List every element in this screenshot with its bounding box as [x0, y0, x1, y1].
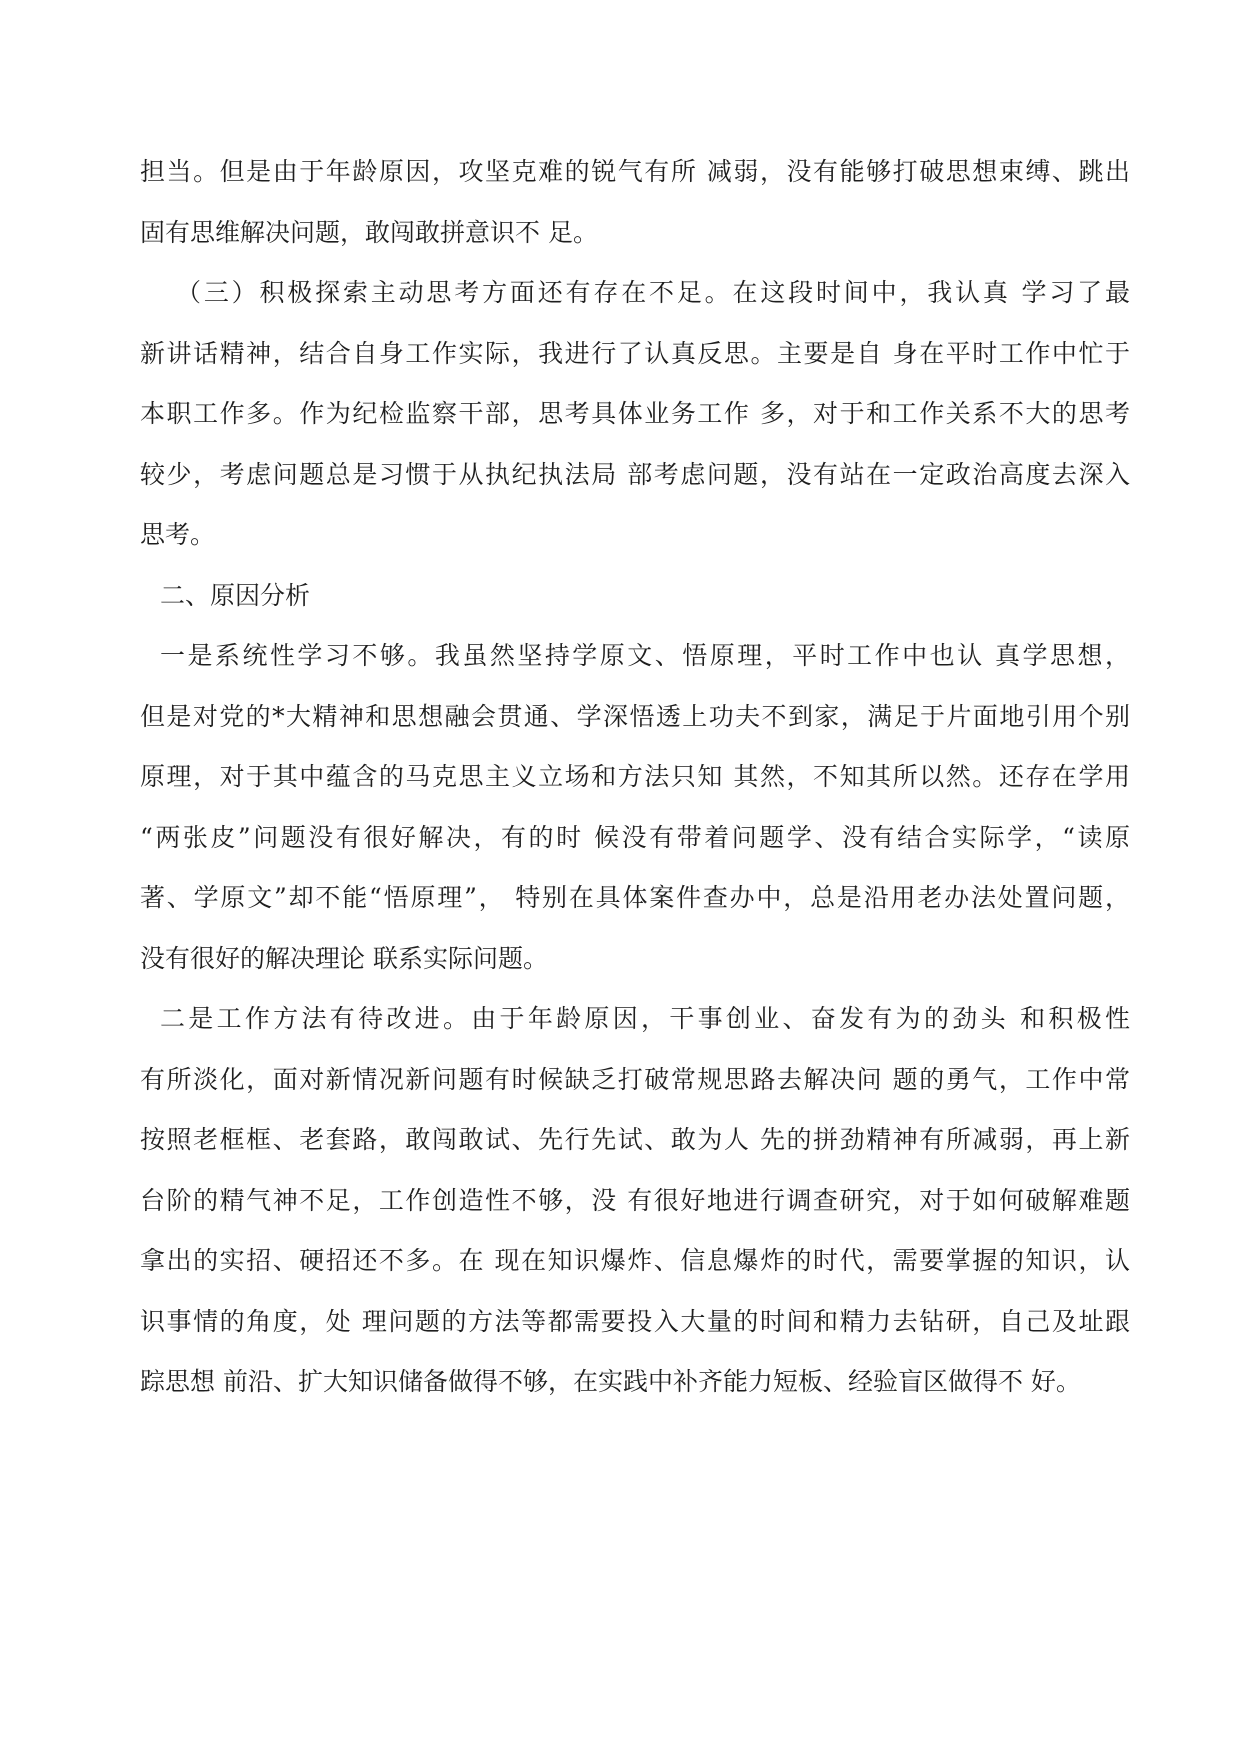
text-line: 拿出的实招、硬招还不多。在 现在知识爆炸、信息爆炸的时代，需要掌握的知识，认 — [140, 1246, 1130, 1275]
text-line: 原理，对于其中蕴含的马克思主义立场和方法只知 其然，不知其所以然。还存在学用 — [140, 762, 1130, 791]
text-line: 没有很好的解决理论 联系实际问题。 — [140, 943, 548, 973]
text-line: 一是系统性学习不够。我虽然坚持学原文、悟原理，平时工作中也认 真学思想， — [160, 641, 1130, 670]
text-line: 台阶的精气神不足，工作创造性不够，没 有很好地进行调查研究，对于如何破解难题 — [140, 1185, 1130, 1215]
para-cause-1 — [140, 626, 1130, 989]
text-line: “两张皮”问题没有很好解决，有的时 候没有带着问题学、没有结合实际学，“读原 — [140, 822, 1130, 852]
text-line: 固有思维解决问题，敢闯敢拼意识不 足。 — [140, 217, 598, 247]
text-line: 思考。 — [140, 520, 216, 549]
document-page — [140, 142, 1130, 1413]
text-line: 有所淡化，面对新情况新问题有时候缺乏打破常规思路去解决问 题的勇气，工作中常 — [140, 1064, 1130, 1094]
text-line: 踪思想 前沿、扩大知识储备做得不够，在实践中补齐能力短板、经验盲区做得不 好。 — [140, 1367, 1081, 1396]
para-section-3 — [140, 263, 1130, 566]
text-line: 识事情的角度，处 理问题的方法等都需要投入大量的时间和精力去钻研，自己及址跟 — [140, 1306, 1130, 1336]
text-line: 本职工作多。作为纪检监察干部，思考具体业务工作 多，对于和工作关系不大的思考 — [140, 399, 1130, 428]
para-continuation — [140, 142, 1130, 263]
text-line: （三）积极探索主动思考方面还有存在不足。在这段时间中，我认真 学习了最 — [176, 278, 1130, 307]
text-line: 新讲话精神，结合自身工作实际，我进行了认真反思。主要是自 身在平时工作中忙于 — [140, 338, 1130, 368]
text-line: 较少，考虑问题总是习惯于从执纪执法局 部考虑问题，没有站在一定政治高度去深入 — [140, 459, 1130, 489]
heading-cause-analysis — [140, 566, 1130, 627]
text-line: 二是工作方法有待改进。由于年龄原因，干事创业、奋发有为的劲头 和积极性 — [160, 1004, 1130, 1033]
text-line: 著、学原文”却不能“悟原理”， 特别在具体案件查办中，总是沿用老办法处置问题， — [140, 883, 1130, 912]
text-line: 二、原因分析 — [160, 580, 311, 610]
text-line: 按照老框框、老套路，敢闯敢试、先行先试、敢为人 先的拼劲精神有所减弱，再上新 — [140, 1125, 1130, 1154]
text-line: 但是对党的*大精神和思想融会贯通、学深悟透上功夫不到家，满足于片面地引用个别 — [140, 701, 1130, 731]
para-cause-2 — [140, 989, 1130, 1413]
text-line: 担当。但是由于年龄原因，攻坚克难的锐气有所 减弱，没有能够打破思想束缚、跳出 — [140, 157, 1130, 186]
